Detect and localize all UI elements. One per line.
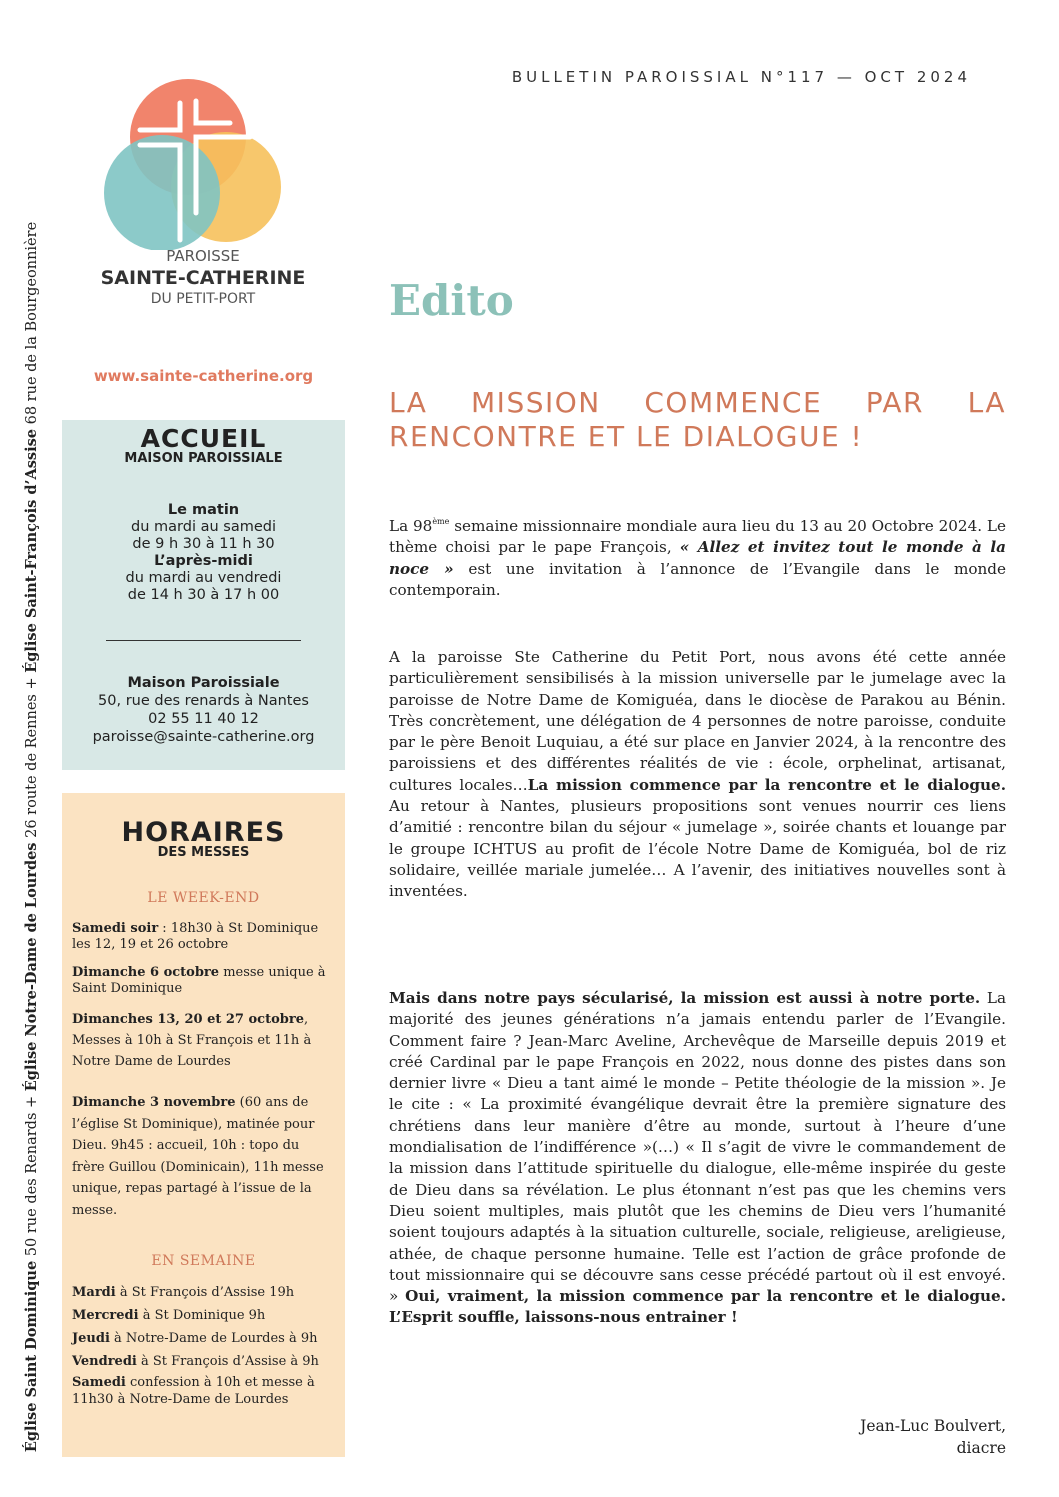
teal-circle <box>104 135 220 250</box>
afternoon-hours: de 14 h 30 à 17 h 00 <box>127 587 280 603</box>
week-title: EN SEMAINE <box>151 1253 256 1269</box>
edito-title: LA MISSION COMMENCE PAR LA RENCONTRE ET LE DIALOGUE ! <box>389 386 1006 453</box>
week-entry: Jeudi à Notre-Dame de Lourdes à 9h <box>72 1331 318 1346</box>
week-entry: Vendredi à St François d’Assise à 9h <box>72 1354 319 1369</box>
signature-name: Jean-Luc Boulvert, <box>860 1417 1006 1435</box>
horaires-subtitle: DES MESSES <box>157 845 250 860</box>
morning-days: du mardi au samedi <box>131 519 276 535</box>
edito-paragraph-2: A la paroisse Ste Catherine du Petit Port, nous avons été cette année particulièrement sensibilisés à la mission universelle par le jumelage avec la paroisse de Notre Dame de Komiguéa, dans le diocèse de Parakou au Bénin. Très concrètement, une délégation de 4 personnes de notre paroisse, conduite par le père Benoit Luquiau, a été sur place en Janvier 2024, à la rencontre des paroissiens et des différentes réalités de vie : école, orphelinat, artisanat, cultures locales…La mission commence par la rencontre et le dialogue. Au retour à Nantes, plusieurs propositions sont venues nourrir ces liens d’amitié : rencontre bilan du séjour « jumelage », soirée chants et louange par le groupe ICHTUS au profit de l’école Notre Dame de Komiguéa, bol de riz solidaire, veillée mariale jumelée… A l’avenir, des initiatives nouvelles sont à inventées. <box>389 648 1006 901</box>
afternoon-label: L’après-midi <box>154 553 253 569</box>
edito-heading: Edito <box>389 276 514 325</box>
church2-address: 26 route de Rennes + <box>24 672 40 843</box>
week-entry: Mercredi à St Dominique 9h <box>72 1308 266 1323</box>
weekend-entry: Dimanche 6 octobre messe unique à Saint Dominique <box>72 965 326 996</box>
edito-paragraph-3: Mais dans notre pays sécularisé, la mission est aussi à notre porte. La majorité des jeunes générations n’a jamais entendu parler de l’Evangile. Comment faire ? Jean-Marc Aveline, Archevêque de Marseille depuis 2019 et créé Cardinal par le pape François en 2022, nous donne des pistes dans son dernier livre « Dieu a tant aimé le monde – Petite théologie de la mission ». Je le cite : « La proximité évangélique devrait être la première signature des chrétiens dans leur manière d’être au monde, surtout à l’heure d’une mondialisation de l’indifférence »(…) « Il s’agit de vivre le commandement de la mission dans l’attitude spirituelle du dialogue, elle-même inspirée du geste de Dieu dans sa révélation. Le plus étonnant n’est pas que les chemins vers Dieu soient multiples, mais plutôt que les chemins de Dieu vers l’humanité soient toujours adaptés à la situation culturelle, sociale, religieuse, areligieuse, athée, de chaque personne humaine. Telle est l’action de grâce profonde de tout missionnaire qui se découvre sans cesse précédé partout où il est envoyé. » Oui, vraiment, la mission commence par la rencontre et le dialogue. L’Esprit souffle, laissons-nous entrainer ! <box>389 989 1007 1327</box>
accueil-title: ACCUEIL <box>140 424 267 453</box>
parish-logo <box>100 75 310 315</box>
address-title: Maison Paroissiale <box>127 675 280 691</box>
church2-name: Église Notre-Dame de Lourdes <box>23 842 40 1092</box>
horaires-title: HORAIRES <box>121 817 286 848</box>
address-street: 50, rue des renards à Nantes <box>98 693 309 709</box>
bulletin-header: BULLETIN PAROISSIAL N°117 — OCT 2024 <box>511 68 971 86</box>
weekend-entry: Dimanches 13, 20 et 27 octobre, Messes à 10h à St François et 11h à Notre Dame de Lourdes <box>72 1012 312 1069</box>
logo-line-name: SAINTE-CATHERINE <box>100 267 306 289</box>
accueil-address <box>62 674 345 746</box>
accueil-divider <box>106 640 301 641</box>
church1-address: 50 rue des Renards + <box>24 1091 40 1261</box>
week-entry: Samedi confession à 10h et messe à 11h30 à Notre-Dame de Lourdes <box>72 1375 315 1407</box>
cross-circles-icon <box>100 75 310 250</box>
vertical-address-strip <box>12 212 52 1462</box>
email-address[interactable]: paroisse@sainte-catherine.org <box>92 729 315 745</box>
phone-number[interactable]: 02 55 11 40 12 <box>148 711 259 727</box>
church1-name: Église Saint Dominique <box>23 1260 40 1453</box>
weekend-entry: Dimanche 3 novembre (60 ans de l’église St Dominique), matinée pour Dieu. 9h45 : accueil, 10h : topo du frère Guillou (Dominicain), 11h messe unique, repas partagé à l’issue de la messe. <box>72 1095 324 1218</box>
signature <box>860 1415 1006 1459</box>
website-link[interactable]: www.sainte-catherine.org <box>93 367 314 385</box>
accueil-subtitle: MAISON PAROISSIALE <box>124 451 283 466</box>
edito-paragraph-1: La 98ème semaine missionnaire mondiale aura lieu du 13 au 20 Octobre 2024. Le thème choisi par le pape François, « Allez et invitez tout le monde à la noce » est une invitation à l’annonce de l’Evangile dans le monde contemporain. <box>389 517 1006 599</box>
horaires-box <box>62 793 345 1457</box>
morning-label: Le matin <box>167 502 240 518</box>
afternoon-days: du mardi au vendredi <box>125 570 282 586</box>
accueil-box <box>62 420 345 770</box>
church-addresses <box>12 212 52 1462</box>
week-entry: Mardi à St François d’Assise 19h <box>72 1285 295 1300</box>
morning-hours: de 9 h 30 à 11 h 30 <box>132 536 275 552</box>
signature-role: diacre <box>956 1439 1006 1457</box>
accueil-schedule <box>62 502 345 604</box>
logo-line-place: DU PETIT-PORT <box>150 291 256 307</box>
church3-name: Église Saint-François d’Assise <box>23 429 40 673</box>
weekend-title: LE WEEK-END <box>147 890 260 906</box>
weekend-entry: Samedi soir : 18h30 à St Dominique les 12, 19 et 26 octobre <box>72 921 319 952</box>
logo-line-paroisse: PAROISSE <box>166 247 240 265</box>
church3-address: 68 rue de la Bourgeonnière <box>24 221 40 429</box>
